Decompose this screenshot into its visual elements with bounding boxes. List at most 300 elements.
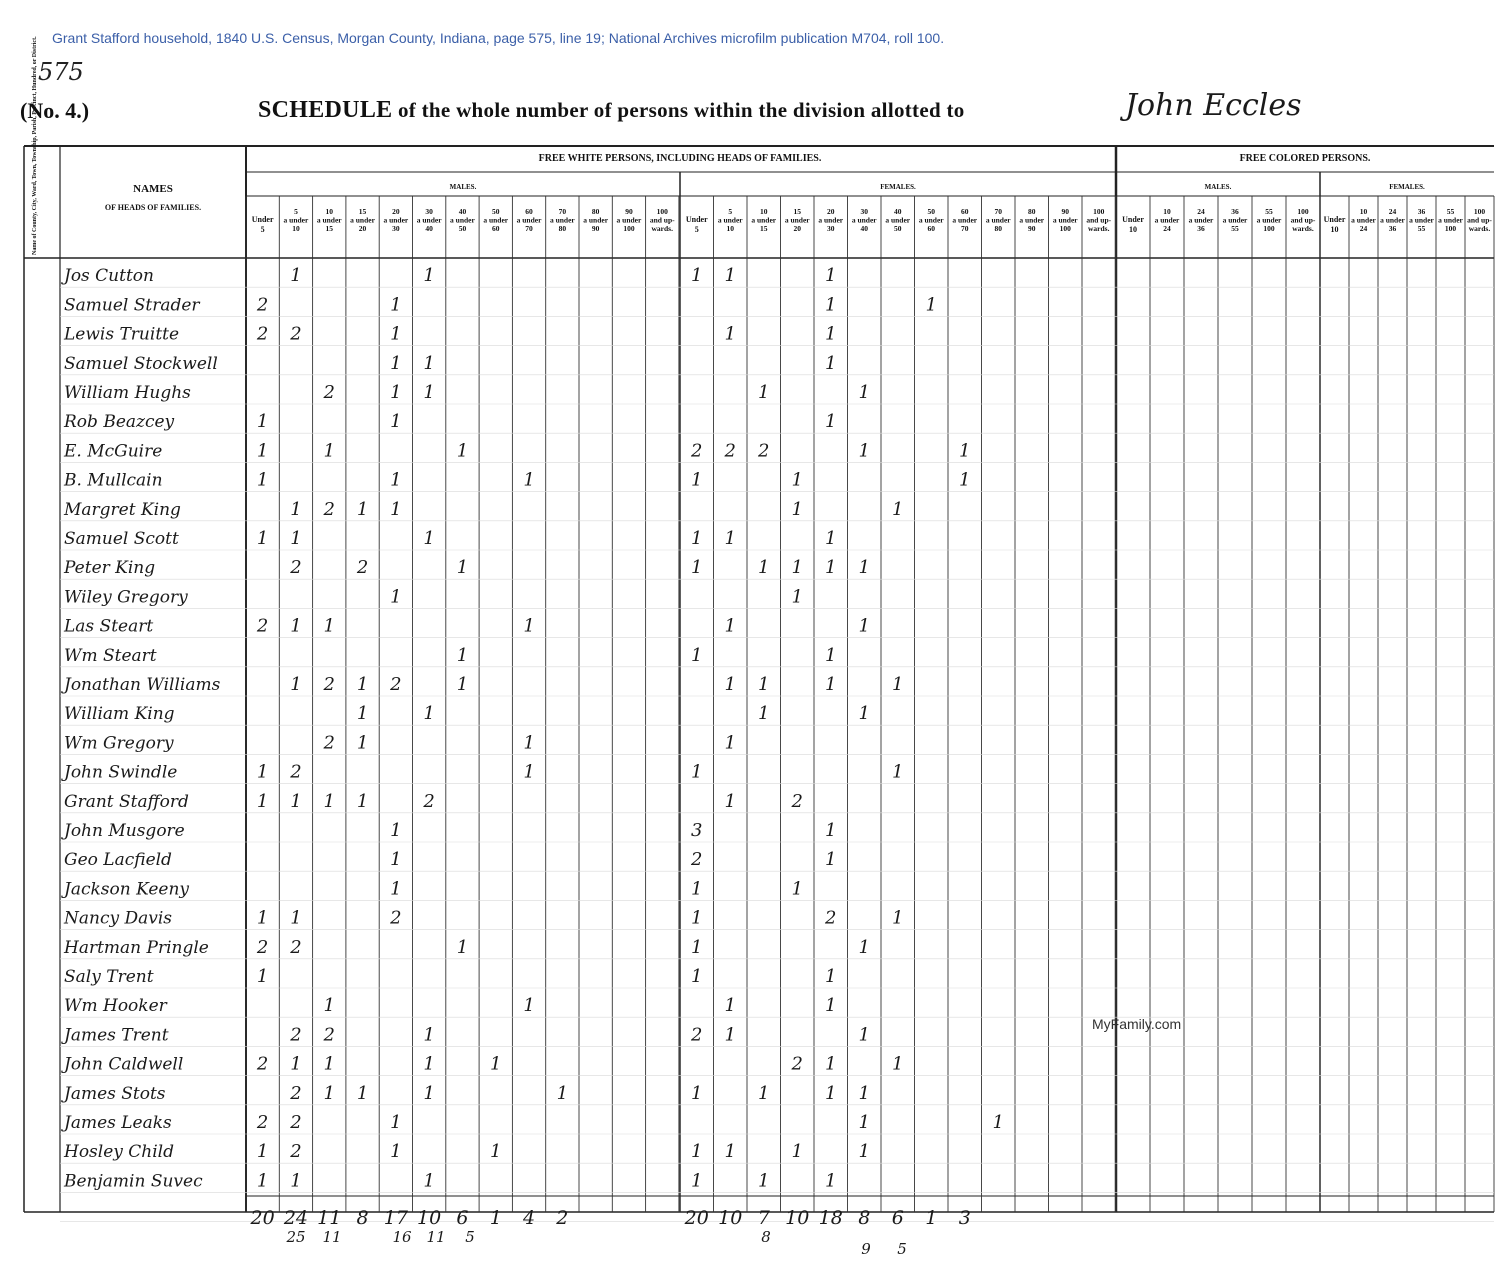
- white-female-age-label: 15: [793, 207, 801, 216]
- table-row: [63, 440, 970, 461]
- table-row: [63, 499, 903, 520]
- table-row: [63, 937, 870, 958]
- head-of-family-name: Wiley Gregory: [64, 587, 188, 608]
- table-row: [64, 645, 836, 666]
- table-row: [61, 762, 903, 783]
- white-male-age-label: 15: [358, 207, 367, 216]
- male-count: 1: [256, 411, 269, 433]
- colored-female-age-label: 55: [1417, 224, 1426, 233]
- male-count: 2: [323, 498, 335, 520]
- female-count: 1: [724, 528, 736, 549]
- female-count: 1: [691, 936, 703, 958]
- female-count: 2: [691, 1024, 703, 1046]
- male-count: 1: [323, 790, 335, 812]
- male-subtotal: 11: [322, 1228, 342, 1246]
- colored-male-age-label: 24: [1163, 224, 1171, 233]
- white-female-age-label: 80: [994, 224, 1002, 233]
- male-count: 1: [456, 440, 469, 462]
- male-count: 1: [290, 790, 302, 812]
- white-male-age-label: a under: [616, 215, 642, 225]
- male-subtotal: 5: [465, 1228, 475, 1246]
- white-female-age-label: 15: [760, 224, 768, 233]
- white-male-age-label: a under: [450, 215, 475, 225]
- white-male-age-label: a under: [516, 215, 542, 225]
- white-female-age-label: 10: [760, 207, 768, 216]
- table-row: [63, 557, 870, 578]
- male-count: 2: [423, 790, 435, 812]
- male-count: 1: [290, 498, 302, 520]
- head-of-family-name: Jonathan Williams: [64, 675, 221, 695]
- male-count: 1: [456, 674, 469, 695]
- female-subtotal: 8: [761, 1228, 771, 1246]
- male-total: 2: [556, 1207, 569, 1229]
- white-male-age-label: a under: [316, 215, 342, 225]
- male-count: 1: [356, 674, 369, 695]
- colored-male-age-label: 10: [1163, 207, 1171, 216]
- male-count: 1: [256, 469, 269, 491]
- white-female-age-label: Under: [685, 215, 708, 224]
- female-count: 1: [691, 761, 703, 783]
- male-count: 1: [490, 1053, 502, 1075]
- female-count: 1: [691, 907, 703, 929]
- white-female-age-label: 5: [728, 207, 733, 216]
- head-of-family-name: Jos Cutton: [64, 266, 154, 287]
- white-female-age-label: a under: [985, 215, 1011, 225]
- white-female-age-label: 70: [961, 224, 969, 233]
- male-count: 1: [390, 294, 402, 316]
- male-count: 1: [490, 1141, 502, 1163]
- male-count: 1: [290, 528, 302, 549]
- names-subheader: OF HEADS OF FAMILIES.: [104, 203, 202, 212]
- female-count: 1: [825, 411, 837, 433]
- head-of-family-name: James Trent: [64, 1025, 169, 1046]
- male-count: 1: [290, 1053, 302, 1075]
- white-male-age-label: 50: [492, 207, 500, 216]
- male-total: 24: [283, 1207, 309, 1229]
- male-count: 1: [423, 382, 435, 403]
- male-count: 1: [523, 469, 535, 491]
- female-count: 1: [691, 469, 703, 491]
- white-male-age-label: 10: [325, 207, 333, 216]
- white-male-age-label: Under: [251, 215, 274, 224]
- white-female-age-label: and up-: [1086, 215, 1112, 225]
- white-female-age-label: 30: [827, 224, 835, 233]
- white-male-age-label: 80: [558, 224, 567, 233]
- names-header: NAMES: [133, 183, 173, 195]
- white-female-age-label: 30: [860, 207, 868, 216]
- male-subtotal: 25: [286, 1228, 306, 1246]
- colored-male-age-label: a under: [1256, 215, 1282, 225]
- colored-female-age-label: 36: [1417, 207, 1426, 216]
- white-female-age-label: a under: [1052, 215, 1078, 225]
- male-count: 2: [256, 936, 269, 958]
- female-count: 1: [724, 615, 736, 637]
- male-count: 1: [390, 849, 402, 871]
- male-count: 2: [256, 323, 269, 345]
- white-female-age-label: a under: [1019, 215, 1045, 225]
- male-subtotal: 16: [392, 1228, 412, 1246]
- colored-female-age-label: 24: [1359, 224, 1368, 233]
- male-count: 1: [356, 1082, 369, 1104]
- white-male-age-label: 70: [525, 224, 533, 233]
- colored-female-age-label: 100: [1444, 224, 1457, 233]
- head-of-family-name: Saly Trent: [64, 967, 154, 987]
- male-count: 1: [423, 352, 435, 374]
- colored-females-label: FEMALES.: [1389, 183, 1425, 191]
- white-male-age-label: 5: [294, 207, 298, 216]
- male-count: 1: [390, 411, 402, 433]
- white-male-age-label: 40: [458, 207, 467, 216]
- male-count: 2: [290, 936, 302, 958]
- male-count: 1: [390, 586, 402, 608]
- female-count: 1: [825, 352, 837, 374]
- male-count: 1: [256, 1141, 269, 1163]
- female-count: 1: [858, 557, 870, 579]
- male-count: 1: [523, 615, 535, 637]
- white-female-age-label: 100: [1059, 224, 1071, 233]
- white-male-age-label: 80: [591, 207, 600, 216]
- colored-male-age-label: 24: [1197, 207, 1205, 216]
- male-count: 1: [390, 323, 402, 345]
- head-of-family-name: Samuel Strader: [64, 295, 200, 316]
- colored-male-age-label: a under: [1222, 215, 1248, 225]
- female-count: 1: [858, 936, 870, 958]
- table-row: [63, 411, 836, 432]
- male-count: 2: [390, 907, 402, 929]
- colored-female-age-label: 100: [1473, 207, 1486, 216]
- table-row: [63, 324, 836, 345]
- colored-female-age-label: Under: [1323, 215, 1346, 224]
- male-count: 2: [256, 294, 269, 316]
- male-count: 1: [423, 528, 435, 549]
- colored-male-age-label: a under: [1154, 215, 1180, 225]
- male-count: 2: [290, 761, 302, 783]
- table-row: [63, 1170, 836, 1191]
- female-count: 1: [691, 557, 703, 579]
- white-female-age-label: 70: [994, 207, 1002, 216]
- male-count: 1: [423, 1053, 435, 1075]
- female-count: 1: [825, 966, 837, 987]
- female-count: 1: [724, 674, 736, 695]
- female-count: 1: [691, 644, 703, 666]
- white-female-age-label: 5: [694, 225, 699, 234]
- female-total: 1: [925, 1207, 938, 1229]
- head-of-family-name: Hosley Child: [64, 1142, 175, 1163]
- female-count: 1: [691, 528, 703, 549]
- female-count: 1: [858, 382, 870, 403]
- white-female-age-label: 80: [1028, 207, 1036, 216]
- head-of-family-name: Wm Gregory: [64, 733, 174, 754]
- female-count: 3: [691, 820, 703, 841]
- male-count: 2: [290, 1082, 302, 1104]
- colored-male-age-label: wards.: [1292, 224, 1314, 233]
- male-total: 1: [489, 1207, 502, 1229]
- male-count: 1: [390, 382, 402, 403]
- white-female-age-label: 90: [1061, 207, 1069, 216]
- white-male-age-label: 20: [358, 224, 367, 233]
- white-female-age-label: a under: [717, 215, 743, 225]
- male-count: 2: [256, 1053, 269, 1075]
- female-count: 1: [691, 1170, 703, 1192]
- colored-male-age-label: 36: [1231, 207, 1239, 216]
- female-total: 10: [785, 1207, 810, 1229]
- watermark: MyFamily.com: [1092, 1016, 1182, 1032]
- head-of-family-name: Lewis Truitte: [64, 324, 180, 345]
- female-count: 1: [825, 557, 837, 579]
- female-count: 1: [791, 498, 803, 520]
- female-count: 1: [825, 1170, 837, 1192]
- table-row: [64, 528, 836, 549]
- male-total: 10: [417, 1207, 442, 1229]
- colored-male-age-label: 100: [1297, 207, 1309, 216]
- male-total: 4: [523, 1207, 536, 1229]
- male-total: 20: [250, 1207, 275, 1229]
- colored-male-age-label: 55: [1231, 224, 1239, 233]
- table-row: [64, 586, 803, 607]
- female-subtotal: 5: [897, 1240, 907, 1258]
- white-male-age-label: 50: [458, 224, 467, 233]
- male-count: 1: [456, 557, 469, 579]
- colored-male-age-label: 36: [1197, 224, 1205, 233]
- female-count: 1: [825, 1053, 837, 1075]
- male-count: 1: [456, 936, 469, 958]
- table-row: [64, 791, 803, 812]
- male-count: 2: [323, 1024, 335, 1046]
- female-count: 1: [892, 761, 904, 783]
- white-male-age-label: 100: [623, 224, 635, 233]
- female-total: 10: [718, 1207, 743, 1229]
- head-of-family-name: Jackson Keeny: [64, 879, 190, 900]
- colored-female-age-label: 10: [1330, 225, 1339, 234]
- table-row: [64, 995, 836, 1016]
- colored-male-age-label: 55: [1265, 207, 1273, 216]
- white-male-age-label: 70: [558, 207, 567, 216]
- male-total: 17: [383, 1207, 408, 1229]
- white-females-label: FEMALES.: [880, 183, 916, 191]
- head-of-family-name: Rob Beazcey: [64, 412, 175, 433]
- female-count: 1: [691, 265, 703, 287]
- white-male-age-label: a under: [416, 215, 442, 225]
- male-count: 1: [290, 615, 302, 637]
- head-of-family-name: James Leaks: [64, 1113, 172, 1133]
- female-count: 1: [825, 1082, 837, 1104]
- white-male-age-label: 30: [425, 207, 433, 216]
- male-count: 1: [323, 1053, 335, 1075]
- female-count: 1: [724, 995, 736, 1017]
- male-count: 1: [323, 1082, 335, 1104]
- female-count: 2: [691, 849, 703, 871]
- female-count: 1: [691, 966, 703, 987]
- female-count: 1: [791, 469, 803, 491]
- male-count: 2: [290, 557, 302, 579]
- male-count: 1: [256, 790, 269, 812]
- colored-female-age-label: wards.: [1468, 224, 1491, 233]
- female-total: 8: [858, 1207, 871, 1229]
- female-count: 1: [791, 878, 803, 900]
- male-subtotal: 11: [426, 1228, 446, 1246]
- male-count: 1: [356, 498, 369, 520]
- male-count: 1: [423, 1170, 435, 1192]
- female-count: 2: [825, 907, 837, 929]
- female-total: 7: [757, 1207, 770, 1229]
- white-male-age-label: 60: [525, 207, 533, 216]
- male-count: 1: [256, 907, 269, 929]
- male-total: 6: [456, 1207, 469, 1229]
- white-male-age-label: 100: [656, 207, 668, 216]
- colored-male-age-label: 10: [1129, 225, 1137, 234]
- table-row: [63, 1141, 870, 1162]
- head-of-family-name: John Swindle: [64, 762, 178, 783]
- table-row: [64, 294, 937, 315]
- female-count: 1: [825, 644, 837, 666]
- head-of-family-name: Samuel Stockwell: [64, 353, 218, 374]
- white-persons-header: FREE WHITE PERSONS, INCLUDING HEADS OF FAMILIES.: [538, 153, 822, 164]
- white-female-age-label: 40: [860, 224, 868, 233]
- female-count: 1: [791, 586, 803, 608]
- female-count: 1: [992, 1112, 1004, 1133]
- white-males-label: MALES.: [449, 183, 477, 191]
- head-of-family-name: Geo Lacfield: [64, 850, 172, 871]
- table-row: [64, 353, 836, 374]
- female-total: 3: [958, 1207, 971, 1229]
- female-count: 1: [724, 1024, 736, 1046]
- female-count: 1: [724, 323, 736, 345]
- male-count: 2: [323, 382, 335, 403]
- female-count: 1: [791, 1141, 803, 1163]
- white-male-age-label: 20: [392, 207, 400, 216]
- heading-schedule-word: SCHEDULE: [258, 97, 393, 123]
- colored-female-age-label: a under: [1380, 215, 1405, 225]
- colored-male-age-label: Under: [1122, 215, 1144, 224]
- male-count: 1: [390, 352, 402, 374]
- female-count: 1: [825, 995, 837, 1017]
- female-count: 1: [858, 703, 870, 725]
- locality-header: Name of County, City, Ward, Town, Township, Parish, Precinct, Hundred, or District.: [32, 36, 38, 255]
- male-count: 2: [290, 323, 302, 345]
- female-count: 1: [858, 1024, 870, 1046]
- head-of-family-name: B. Mullcain: [64, 470, 163, 491]
- table-row: [61, 1024, 870, 1045]
- colored-female-age-label: 10: [1359, 207, 1368, 216]
- female-count: 1: [825, 528, 837, 549]
- white-female-age-label: a under: [818, 215, 844, 225]
- female-total: 18: [818, 1207, 843, 1229]
- female-count: 1: [825, 674, 837, 695]
- male-count: 1: [256, 528, 269, 549]
- colored-male-age-label: and up-: [1290, 215, 1316, 225]
- male-count: 1: [390, 498, 402, 520]
- male-count: 2: [323, 674, 335, 695]
- table-row: [64, 732, 736, 753]
- female-count: 1: [758, 1170, 770, 1192]
- male-count: 1: [356, 703, 369, 725]
- table-row: [61, 265, 836, 286]
- female-count: 1: [758, 703, 770, 725]
- table-totals: [250, 1207, 971, 1258]
- female-count: 1: [758, 382, 770, 403]
- female-count: 1: [724, 1141, 736, 1163]
- table-row: [64, 703, 870, 724]
- schedule-number: (No. 4.): [20, 98, 90, 123]
- male-count: 1: [323, 440, 335, 462]
- white-male-age-label: wards.: [651, 224, 673, 233]
- white-male-age-label: 10: [292, 224, 300, 233]
- page-number: 575: [38, 58, 84, 86]
- white-male-age-label: 40: [425, 224, 433, 233]
- female-count: 1: [691, 1082, 703, 1104]
- male-count: 1: [423, 265, 435, 287]
- head-of-family-name: Peter King: [64, 558, 156, 579]
- enumerator-signature: John Eccles: [1125, 88, 1302, 123]
- male-count: 1: [290, 674, 302, 695]
- head-of-family-name: Samuel Scott: [64, 529, 179, 549]
- head-of-family-name: Grant Stafford: [64, 791, 189, 812]
- male-count: 2: [290, 1141, 302, 1163]
- female-count: 1: [858, 1141, 870, 1163]
- head-of-family-name: William Hughs: [64, 383, 191, 403]
- table-row: [64, 382, 870, 403]
- male-count: 1: [390, 1141, 402, 1163]
- female-count: 1: [892, 1053, 904, 1075]
- white-male-age-label: a under: [549, 215, 575, 225]
- white-female-age-label: a under: [751, 215, 777, 225]
- colored-female-age-label: a under: [1409, 215, 1434, 225]
- head-of-family-name: Nancy Davis: [64, 908, 173, 929]
- female-count: 1: [825, 294, 837, 316]
- white-female-age-label: a under: [851, 215, 877, 225]
- head-of-family-name: Wm Hooker: [64, 996, 167, 1017]
- male-count: 1: [390, 1112, 402, 1133]
- white-female-age-label: 50: [927, 207, 935, 216]
- female-count: 1: [758, 557, 770, 579]
- female-count: 1: [825, 820, 837, 841]
- heading-text: of the whole number of persons within the division allotted to: [398, 98, 965, 122]
- female-count: 2: [758, 440, 770, 462]
- male-count: 1: [256, 1170, 269, 1192]
- white-male-age-label: 90: [625, 207, 633, 216]
- female-count: 1: [892, 674, 904, 695]
- white-male-age-label: and up-: [649, 215, 675, 225]
- male-total: 8: [356, 1207, 369, 1229]
- male-count: 1: [323, 615, 335, 637]
- female-count: 1: [758, 1082, 770, 1104]
- male-count: 1: [290, 265, 302, 287]
- female-count: 1: [691, 878, 703, 900]
- male-count: 2: [290, 1024, 302, 1046]
- colored-persons-header: FREE COLORED PERSONS.: [1239, 153, 1371, 164]
- female-count: 1: [892, 498, 904, 520]
- white-female-age-label: a under: [918, 215, 944, 225]
- male-count: 2: [356, 557, 369, 579]
- female-count: 1: [825, 265, 837, 287]
- table-row: [61, 820, 836, 841]
- female-count: 2: [691, 440, 703, 462]
- white-female-age-label: 50: [894, 224, 902, 233]
- male-count: 1: [256, 761, 269, 783]
- female-count: 1: [825, 323, 837, 345]
- colored-male-age-label: a under: [1188, 215, 1214, 225]
- colored-female-age-label: 24: [1388, 207, 1397, 216]
- white-male-age-label: 90: [591, 224, 600, 233]
- head-of-family-name: Hartman Pringle: [64, 937, 209, 958]
- female-count: 1: [925, 294, 937, 316]
- female-count: 1: [724, 265, 736, 287]
- white-male-age-label: 60: [492, 224, 500, 233]
- female-count: 1: [892, 907, 904, 929]
- male-count: 1: [523, 761, 535, 783]
- male-total: 11: [317, 1207, 342, 1229]
- head-of-family-name: Benjamin Suvec: [64, 1171, 203, 1192]
